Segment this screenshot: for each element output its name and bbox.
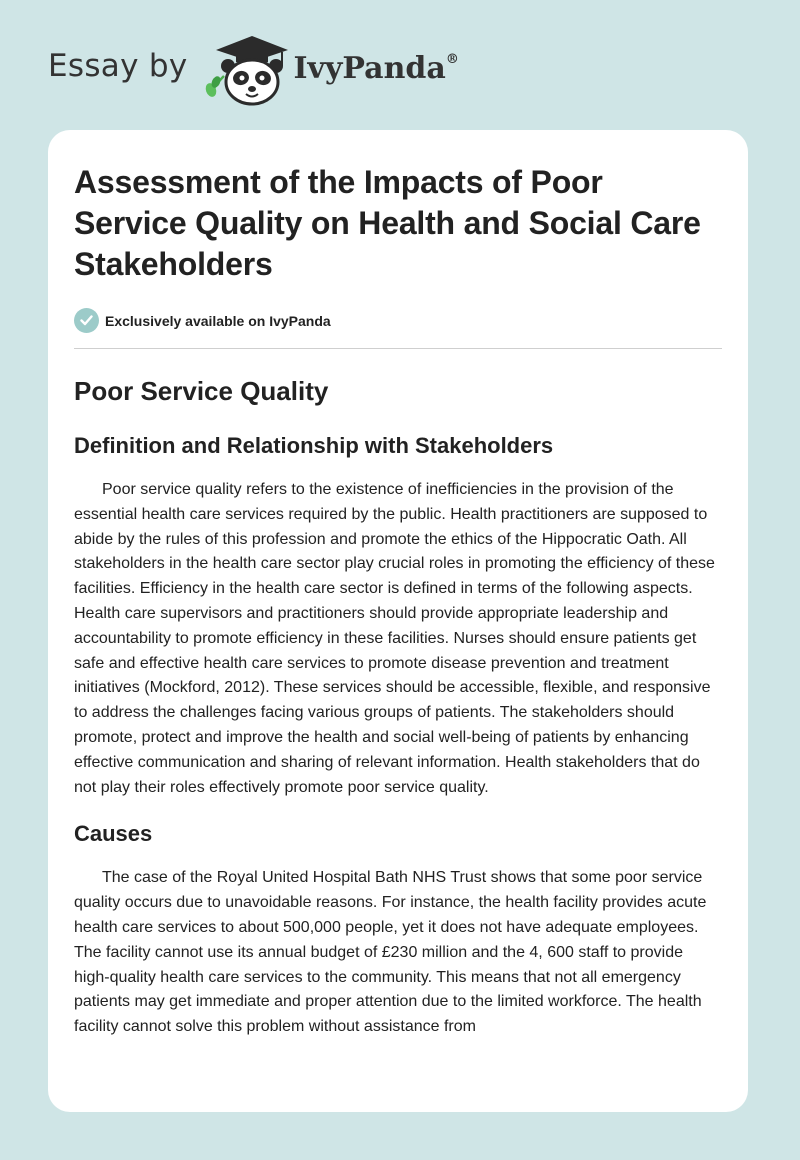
panda-graduate-icon [202,30,292,110]
subsection-heading-definition: Definition and Relationship with Stakeholders [74,433,554,458]
check-icon [74,308,99,333]
registered-mark: ® [445,51,459,67]
badge-label: Exclusively available on IvyPanda [105,312,331,329]
brand-name[interactable]: IvyPanda® [293,50,459,86]
essay-by-label: Essay by [48,48,188,84]
section-heading: Poor Service Quality [74,376,329,406]
page-title: Assessment of the Impacts of Poor Service Quality on Health and Social Care Stakeholders [74,164,701,282]
site-header [48,30,459,110]
paragraph-definition: Poor service quality refers to the existence of inefficiencies in the provision of the essential health care services required by the public. Health practitioners are supposed to abide by the rules of this profession and promote the ethics of the Hippocratic Oath. All stakeholders in the health care sector play crucial roles in promoting the efficiency of these facilities. Efficiency in the health care sector is defined in terms of the following aspects. Health care supervisors and practitioners should provide appropriate leadership and accountability to promote efficiency in these facilities. Nurses should ensure patients get safe and effective health care services to promote disease prevention and treatment initiatives (Mockford, 2012). These services should be accessible, flexible, and responsive to address the challenges facing various groups of patients. The stakeholders should promote, protect and improve the health and social well-being of patients by enhancing effective communication and sharing of relevant information. Health stakeholders that do not play their roles effectively promote poor service quality. [74,481,715,796]
divider [74,348,722,349]
exclusive-badge [74,308,722,333]
article-card [48,130,748,1112]
paragraph-causes: The case of the Royal United Hospital Bath NHS Trust shows that some poor service quality occurs due to unavoidable reasons. For instance, the health facility provides acute health care services to about 500,000 people, yet it does not have adequate employees. The facility cannot use its annual budget of £230 million and the 4, 600 staff to provide high-quality health care services to the community. This means that not all emergency patients may get immediate and proper attention due to the limited workforce. The health facility cannot solve this problem without assistance from [74,869,707,1036]
subsection-heading-causes: Causes [74,821,153,847]
